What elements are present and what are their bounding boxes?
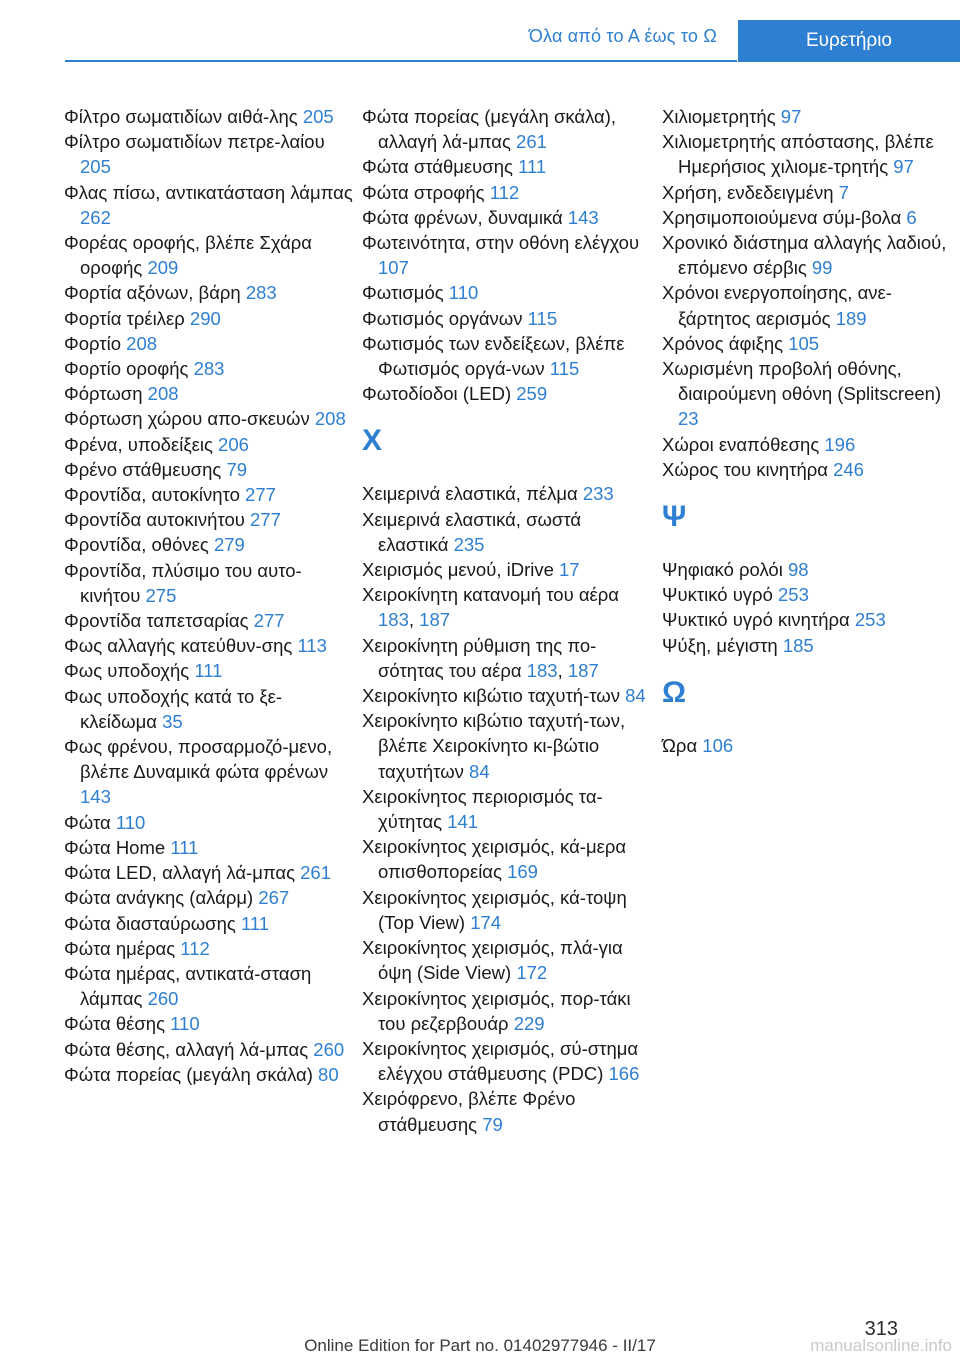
page-reference-link[interactable]: 143 (80, 786, 111, 808)
page-reference-link[interactable]: 253 (778, 584, 809, 606)
index-term: Φώτα θέσης, αλλαγή λά‐μπας (64, 1038, 314, 1060)
page-reference-link[interactable]: 106 (702, 734, 734, 756)
index-entry (64, 532, 354, 557)
index-term: Φορέας οροφής, βλέπε Σχάρα οροφής (64, 232, 313, 279)
index-term: Φως υποδοχής (64, 660, 195, 682)
index-entry (662, 633, 952, 658)
index-entry (362, 986, 652, 1036)
index-term: Φροντίδα, πλύσιμο του αυτο‐κινήτου (64, 559, 302, 606)
index-term: Φίλτρο σωματιδίων πετρε‐λαίου (64, 131, 325, 153)
index-term: Χώρος του κινητήρα (662, 458, 834, 480)
index-entry (64, 911, 354, 936)
index-entry (362, 1036, 652, 1086)
index-term: Χειροκίνητο κιβώτιο ταχυτή‐των, βλέπε Χειροκίνητο κι‐βώτιο ταχυτήτων (362, 710, 626, 782)
index-entry (362, 1086, 652, 1136)
index-entry (64, 482, 354, 507)
page-reference-link[interactable]: 97 (893, 156, 914, 178)
index-term: Φρένο στάθμευσης (64, 458, 227, 480)
index-term: Χειμερινά ελαστικά, σωστά ελαστικά (362, 508, 582, 555)
index-term: Χειροκίνητη ρύθμιση της πο‐σότητας του αέρα (362, 634, 597, 681)
index-entry (64, 835, 354, 860)
index-term: Φροντίδα, αυτοκίνητο (64, 484, 246, 506)
page-reference-link[interactable]: 80 (318, 1063, 339, 1085)
index-term: Χειροκίνητος χειρισμός, κά‐τοψη (Top View) (362, 886, 627, 933)
index-letter-heading: Ψ (662, 500, 687, 534)
index-column-2 (362, 104, 652, 1137)
index-term: Φως υποδοχής κατά το ξε‐κλείδωμα (64, 685, 283, 732)
index-term: Φώτα στάθμευσης (362, 156, 519, 178)
index-entry (64, 684, 354, 734)
page-reference-link[interactable]: 233 (582, 483, 614, 505)
page-reference-link[interactable]: 208 (126, 332, 158, 354)
index-term: Φορτία τρέιλερ (64, 307, 190, 329)
index-entry (662, 607, 952, 632)
index-term: Φορτίο (64, 332, 127, 354)
index-entry (362, 834, 652, 884)
page-reference-link[interactable]: 267 (258, 887, 290, 909)
index-entry (662, 733, 952, 758)
page-reference-link[interactable]: 166 (608, 1063, 640, 1085)
page-reference-link[interactable]: 277 (250, 509, 281, 531)
page-reference-link[interactable]: 79 (482, 1113, 503, 1135)
index-term: Φόρτωση χώρου απο‐σκευών (64, 408, 315, 430)
index-entry (362, 381, 652, 406)
index-term: Χρησιμοποιούμενα σύμ‐βολα (662, 206, 907, 228)
page-reference-link[interactable]: 189 (835, 307, 867, 329)
index-term: Φωτεινότητα, στην οθόνη ελέγχου (362, 232, 640, 254)
index-entry (662, 356, 952, 432)
page-reference-link[interactable]: 277 (245, 484, 276, 506)
index-entry (64, 1062, 354, 1087)
page-reference-link[interactable]: 111 (170, 836, 199, 858)
page-number: 313 (864, 1318, 898, 1340)
index-term: Φροντίδα αυτοκινήτου (64, 509, 251, 531)
index-term: Φώτα (64, 811, 116, 833)
index-term: Φώτα πορείας (μεγάλη σκάλα) (64, 1063, 319, 1085)
page-reference-link[interactable]: 275 (145, 584, 177, 606)
index-term: Φώτα διασταύρωσης (64, 912, 241, 934)
index-term: Ψυκτικό υγρό κινητήρα (662, 609, 855, 631)
index-term: Χειροκίνητος περιορισμός τα‐χύτητας (362, 785, 603, 833)
index-entry (64, 406, 354, 431)
index-term: Ψυκτικό υγρό (662, 584, 779, 606)
index-term: Χώροι εναπόθεσης (662, 433, 825, 455)
page-reference-link[interactable]: 185 (782, 634, 814, 656)
index-entry (662, 180, 952, 205)
page-reference-link[interactable]: 111 (194, 660, 223, 682)
page-header (0, 0, 960, 62)
index-term: Χειροκίνητος χειρισμός, σύ‐στημα ελέγχου στάθμευσης (PDC) (362, 1037, 639, 1085)
index-entry (64, 885, 354, 910)
page-reference-link[interactable]: 35 (162, 710, 183, 732)
page-reference-link[interactable]: 290 (189, 307, 221, 329)
page-reference-link[interactable]: 172 (516, 962, 548, 984)
page-reference-link[interactable]: 112 (180, 937, 210, 959)
index-term: Χειροκίνητος χειρισμός, κά‐μερα οπισθοπορείας (362, 836, 627, 883)
index-term: Φίλτρο σωματιδίων αιθά‐λης (64, 106, 303, 127)
index-term: Χρόνοι ενεργοποίησης, ανε‐ξάρτητος αερισμός (662, 282, 892, 329)
index-term: Χιλιομετρητής απόστασης, βλέπε Ημερήσιος χιλιομε‐τρητής (662, 131, 934, 178)
index-term: Χειρισμός μενού, iDrive (362, 559, 560, 581)
page-reference-link[interactable]: 246 (833, 458, 864, 480)
page-reference-link[interactable]: 209 (147, 257, 179, 279)
page-reference-link[interactable]: 208 (314, 408, 346, 430)
index-term: Φώτα ημέρας (64, 937, 181, 959)
index-entry (64, 331, 354, 356)
index-entry (362, 935, 652, 985)
page-reference-link[interactable]: 84 (625, 685, 646, 707)
index-entry (64, 306, 354, 331)
index-entry (64, 961, 354, 1011)
edition-footer: Online Edition for Part no. 01402977946 - II/17 (304, 1336, 656, 1355)
index-term: Φώτα LED, αλλαγή λά‐μπας (64, 862, 301, 884)
page-reference-link[interactable]: 107 (378, 257, 409, 279)
index-entry (64, 558, 354, 608)
page-reference-link[interactable]: 23 (678, 408, 699, 430)
index-entry (64, 432, 354, 457)
index-entry (64, 457, 354, 482)
index-term: Χειροκίνητο κιβώτιο ταχυτή‐των (362, 685, 626, 707)
page-reference-link[interactable]: 262 (80, 206, 111, 228)
index-entry (362, 784, 652, 834)
page-reference-link[interactable]: 187 (419, 609, 451, 631)
page-reference-link[interactable]: 7 (838, 181, 849, 203)
index-entry (362, 885, 652, 935)
index-entry (662, 104, 952, 129)
page-reference-link[interactable]: 79 (226, 458, 248, 480)
index-entry (362, 683, 652, 708)
page-reference-link[interactable]: 141 (447, 811, 479, 833)
index-term: Φροντίδα, οθόνες (64, 534, 214, 556)
index-entry: Χειροκίνητη κατανομή του αέρα 183, 187 (362, 584, 619, 631)
index-entry (362, 280, 652, 305)
index-column-1 (64, 104, 354, 1087)
index-term: Χειροκίνητη κατανομή του αέρα (362, 584, 619, 606)
page-reference-link[interactable]: 253 (854, 609, 886, 631)
index-entry (64, 860, 354, 885)
index-entry: Χειροκίνητη ρύθμιση της πο‐σότητας του αέρα 183, 187 (362, 634, 599, 681)
index-entry (64, 734, 354, 810)
index-entry (64, 129, 354, 179)
index-entry (64, 230, 354, 280)
page-reference-link[interactable]: 187 (567, 659, 599, 681)
index-term: Φώτα στροφής (362, 181, 490, 203)
index-column-3 (662, 104, 952, 758)
index-term: Φόρτωση (64, 383, 148, 405)
index-entry (64, 1011, 354, 1036)
index-term: Χειροκίνητος χειρισμός, πορ‐τάκι του ρεζερβουάρ (362, 987, 631, 1034)
index-entry (662, 432, 952, 457)
index-entry (362, 180, 652, 205)
index-entry (362, 481, 652, 506)
page-reference-link[interactable]: 99 (811, 257, 833, 279)
index-entry (662, 205, 952, 230)
index-entry (64, 104, 354, 129)
index-entry (362, 104, 652, 154)
page-reference-link[interactable]: 111 (240, 912, 270, 934)
index-entry (64, 608, 354, 633)
page-reference-link[interactable]: 235 (453, 533, 485, 555)
index-entry (662, 582, 952, 607)
index-entry (362, 331, 652, 381)
index-term: Φώτα πορείας (μεγάλη σκάλα), αλλαγή λά‐μπας (362, 106, 617, 153)
page-reference-link[interactable]: 112 (489, 181, 520, 203)
index-letter-heading: Χ (362, 424, 383, 458)
index-entry (662, 457, 952, 482)
index-term: Ψηφιακό ρολόι (662, 559, 788, 581)
index-term: Φως αλλαγής κατεύθυν‐σης (64, 635, 298, 657)
page-reference-link[interactable]: 169 (507, 861, 538, 883)
index-term: Χρήση, ενδεδειγμένη (662, 181, 839, 203)
index-term: Φορτίο οροφής (64, 358, 194, 380)
index-term: Φώτα ανάγκης (αλάρμ) (64, 887, 259, 909)
page-reference-link[interactable]: 183 (378, 609, 409, 631)
index-term: Φωτισμός (362, 282, 449, 304)
page-reference-link[interactable]: 84 (469, 760, 490, 782)
page-reference-link[interactable]: 229 (513, 1012, 545, 1034)
index-entry (64, 381, 354, 406)
page-reference-link[interactable]: 143 (567, 206, 599, 228)
page-reference-link[interactable]: 196 (824, 433, 856, 455)
index-term: Φώτα Home (64, 836, 171, 858)
index-term: Φλας πίσω, αντικατάσταση λάμπας (64, 181, 353, 203)
page-reference-link[interactable]: 205 (80, 156, 111, 178)
page-reference-link[interactable]: 110 (448, 282, 479, 304)
index-term: Ψύξη, μέγιστη (662, 634, 783, 656)
page-reference-link[interactable]: 260 (313, 1038, 345, 1060)
index-term: Ώρα (662, 734, 703, 756)
index-entry (64, 658, 354, 683)
index-entry (362, 154, 652, 179)
page-reference-link[interactable]: 260 (147, 988, 179, 1010)
index-entry (64, 180, 354, 230)
page-reference-link[interactable]: 115 (527, 307, 558, 329)
index-entry (662, 331, 952, 356)
index-term: Φώτα θέσης (64, 1013, 171, 1035)
index-term: Φορτία αξόνων, βάρη (64, 282, 246, 304)
index-term: Φωτισμός οργάνων (362, 307, 528, 329)
index-entry (64, 810, 354, 835)
page-reference-link[interactable]: 97 (780, 106, 802, 127)
page-reference-link[interactable]: 279 (213, 534, 245, 556)
index-term: Φώτα ημέρας, αντικατά‐σταση λάμπας (64, 962, 312, 1010)
index-entry (64, 280, 354, 305)
index-tab[interactable]: Ευρετήριο (738, 20, 960, 62)
index-entry (64, 633, 354, 658)
page-reference-link[interactable]: 261 (516, 131, 547, 153)
index-term: Χωρισμένη προβολή οθόνης, διαιρούμενη οθόνη (Splitscreen) (662, 358, 942, 405)
page-reference-link[interactable]: 283 (245, 282, 277, 304)
page-reference-link[interactable]: 110 (170, 1013, 200, 1035)
page-reference-link[interactable]: 283 (193, 358, 225, 380)
page-reference-link[interactable]: 208 (147, 383, 179, 405)
page-reference-link[interactable]: 110 (115, 811, 146, 833)
index-term: Χρονικό διάστημα αλλαγής λαδιού, επόμενο σέρβις (662, 232, 947, 279)
index-term: Φωτισμός των ενδείξεων, βλέπε Φωτισμός οργά‐νων (362, 332, 625, 380)
page-reference-link[interactable]: 183 (526, 659, 558, 681)
index-term: Χιλιομετρητής (662, 106, 781, 127)
index-entry (362, 557, 652, 582)
watermark: manualsonline.info (810, 1336, 952, 1355)
page-reference-link[interactable]: 205 (302, 106, 334, 127)
index-entry (64, 1037, 354, 1062)
page-reference-link[interactable]: 113 (297, 635, 327, 657)
index-term: Φωτοδίοδοι (LED) (362, 383, 517, 405)
index-entry (362, 306, 652, 331)
page-reference-link[interactable]: 206 (218, 433, 249, 455)
index-term: Χειρόφρενο, βλέπε Φρένο στάθμευσης (362, 1088, 576, 1135)
index-term: Φρένα, υποδείξεις (64, 433, 219, 455)
page-reference-link[interactable]: 6 (906, 206, 917, 228)
index-entry (64, 936, 354, 961)
page-reference-link[interactable]: 174 (470, 911, 502, 933)
index-term: Φως φρένου, προσαρμοζό‐μενο, βλέπε Δυναμικά φώτα φρένων (64, 736, 333, 783)
index-entry (362, 230, 652, 280)
index-entry (662, 230, 952, 280)
index-term: Χειμερινά ελαστικά, πέλμα (362, 483, 583, 505)
index-entry (662, 129, 952, 179)
page-reference-link[interactable]: 261 (300, 862, 331, 884)
index-entry (662, 557, 952, 582)
index-term: Φώτα φρένων, δυναμικά (362, 206, 568, 228)
index-term: Χρόνος άφιξης (662, 332, 789, 354)
index-entry (64, 507, 354, 532)
index-letter-heading: Ω (662, 675, 687, 709)
index-entry (362, 205, 652, 230)
section-title: Όλα από το Α έως το Ω (528, 26, 717, 46)
page-reference-link[interactable]: 115 (549, 358, 580, 380)
page-reference-link[interactable]: 17 (559, 559, 580, 581)
header-divider (65, 60, 737, 62)
index-entry (362, 708, 652, 784)
index-entry (362, 507, 652, 557)
index-entry (64, 356, 354, 381)
page-reference-link[interactable]: 98 (787, 559, 809, 581)
page-reference-link[interactable]: 259 (516, 383, 548, 405)
index-term: Φροντίδα ταπετσαρίας (64, 610, 254, 632)
page-reference-link[interactable]: 105 (788, 332, 820, 354)
page-reference-link[interactable]: 111 (518, 156, 547, 178)
index-entry (662, 280, 952, 330)
page-reference-link[interactable]: 277 (253, 610, 285, 632)
index-term: Χειροκίνητος χειρισμός, πλά‐για όψη (Side View) (362, 937, 623, 984)
